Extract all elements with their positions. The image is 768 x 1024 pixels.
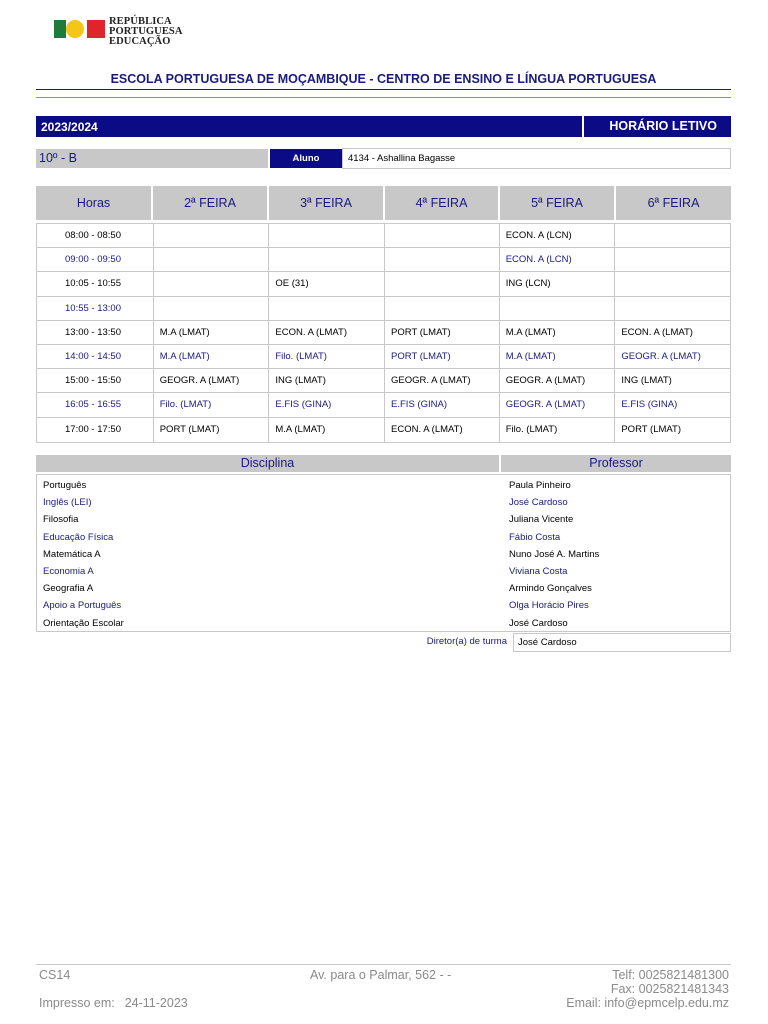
year-bar (36, 116, 731, 137)
list-item (37, 529, 730, 546)
table-cell: GEOGR. A (LMAT) (500, 369, 616, 392)
time-cell: 13:00 - 13:50 (37, 321, 154, 344)
title-rule-secondary (36, 97, 731, 98)
table-cell: ECON. A (LMAT) (621, 326, 693, 338)
table-cell: M.A (LMAT) (500, 321, 616, 344)
school-address: Av. para o Palmar, 562 - - (310, 968, 452, 982)
table-cell: PORT (LMAT) (385, 345, 500, 368)
teacher-name: Paula Pinheiro (509, 480, 571, 491)
time-cell: 17:00 - 17:50 (37, 418, 154, 442)
list-item (37, 494, 730, 511)
student-value: 4134 - Ashallina Bagasse (342, 148, 731, 169)
school-title: ESCOLA PORTUGUESA DE MOÇAMBIQUE - CENTRO DE ENSINO E LÍNGUA PORTUGUESA (110, 72, 657, 86)
time-cell: 08:00 - 08:50 (37, 224, 154, 247)
table-cell: ECON. A (LCN) (500, 224, 616, 247)
table-cell (615, 272, 730, 295)
teacher-name: José Cardoso (509, 617, 568, 629)
subject-name: Filosofia (43, 514, 79, 526)
schedule-header (36, 186, 731, 220)
table-cell: OE (31) (269, 272, 385, 295)
director-label: Diretor(a) de turma (426, 636, 507, 647)
table-cell (269, 248, 385, 271)
table-cell: Filo. (LMAT) (500, 418, 616, 442)
table-cell: Filo. (LMAT) (269, 345, 385, 368)
header-tuesday: 3ª FEIRA (269, 186, 385, 220)
flag-yellow-circle (66, 20, 84, 38)
year-bar-separator (582, 116, 584, 137)
schedule-title: HORÁRIO LETIVO (609, 119, 717, 133)
list-item (37, 615, 730, 632)
student-label: Aluno (270, 149, 342, 168)
table-cell: GEOGR. A (LMAT) (500, 393, 616, 416)
table-row (37, 393, 730, 417)
subject-name: Economia A (43, 565, 94, 577)
table-cell: M.A (LMAT) (500, 345, 616, 368)
subject-name: Orientação Escolar (43, 617, 124, 629)
teacher-name: Armindo Gonçalves (509, 583, 592, 595)
footer-rule (36, 964, 731, 965)
printed-date: 24-11-2023 (124, 996, 188, 1010)
disciplines-header (36, 455, 731, 472)
table-cell: E.FIS (GINA) (269, 393, 385, 416)
email[interactable]: Email: info@epmcelp.edu.mz (566, 996, 729, 1010)
subject-name: Português (43, 480, 87, 491)
table-cell (154, 297, 270, 320)
header-friday: 6ª FEIRA (616, 186, 731, 220)
table-cell (385, 272, 500, 295)
logo-text (109, 17, 183, 47)
time-cell: 10:55 - 13:00 (37, 297, 154, 320)
table-cell: GEOGR. A (LMAT) (154, 369, 270, 392)
teacher-name: Viviana Costa (509, 565, 568, 577)
list-item (37, 477, 730, 494)
list-item (37, 563, 730, 580)
table-cell: M.A (LMAT) (269, 418, 385, 442)
header-monday: 2ª FEIRA (153, 186, 269, 220)
republica-portuguesa-logo (54, 17, 194, 53)
table-cell (385, 248, 500, 271)
logo-line-1: REPÚBLICA (109, 16, 172, 27)
flag-red-square (87, 20, 105, 38)
fax: Fax: 0025821481343 (610, 982, 729, 996)
school-year: 2023/2024 (41, 120, 98, 134)
table-cell (154, 248, 270, 271)
table-row (37, 345, 730, 369)
table-cell: M.A (LMAT) (154, 345, 270, 368)
header-wednesday: 4ª FEIRA (385, 186, 500, 220)
class-name: 10º - B (39, 151, 77, 165)
table-cell: PORT (LMAT) (385, 321, 500, 344)
header-subject: Disciplina (36, 455, 501, 472)
telephone: Telf: 0025821481300 (612, 968, 729, 982)
header-teacher: Professor (501, 455, 731, 472)
table-cell (269, 224, 385, 247)
time-cell: 15:00 - 15:50 (37, 369, 154, 392)
table-cell: ECON. A (LMAT) (269, 321, 385, 344)
printed-on (39, 996, 188, 1010)
table-cell: GEOGR. A (LMAT) (385, 369, 500, 392)
logo-line-3: EDUCAÇÃO (109, 36, 171, 47)
subject-name: Inglês (LEI) (43, 497, 92, 509)
table-cell: PORT (LMAT) (621, 423, 681, 435)
teacher-name: Juliana Vicente (509, 514, 574, 526)
teacher-name: José Cardoso (509, 497, 568, 509)
table-cell (500, 297, 616, 320)
table-cell: ING (LMAT) (621, 375, 672, 387)
document-code: CS14 (39, 968, 71, 982)
flag-green-stripe (54, 20, 66, 38)
list-item (37, 546, 730, 563)
table-cell (269, 297, 385, 320)
subject-name: Matemática A (43, 548, 101, 560)
printed-label: Impresso em: (39, 996, 115, 1010)
table-cell: GEOGR. A (LMAT) (621, 350, 701, 362)
header-hours: Horas (36, 186, 153, 220)
list-item (37, 580, 730, 597)
table-row (37, 321, 730, 345)
header-thursday: 5ª FEIRA (500, 186, 616, 220)
table-cell: ECON. A (LCN) (500, 248, 616, 271)
teacher-name: Nuno José A. Martins (509, 548, 600, 560)
table-cell: E.FIS (GINA) (385, 393, 500, 416)
table-row (37, 297, 730, 321)
teacher-name: Fábio Costa (509, 531, 561, 543)
time-cell: 14:00 - 14:50 (37, 345, 154, 368)
table-cell (154, 224, 270, 247)
table-cell (615, 297, 730, 320)
disciplines-table (36, 474, 731, 632)
table-row (37, 272, 730, 296)
class-box (36, 149, 268, 168)
table-cell (615, 224, 730, 247)
table-row (37, 418, 730, 442)
table-cell (154, 272, 270, 295)
table-cell: E.FIS (GINA) (621, 399, 678, 411)
subject-name: Geografia A (43, 583, 94, 595)
subject-name: Educação Física (43, 531, 114, 543)
teacher-name: Olga Horácio Pires (509, 600, 589, 612)
table-cell: PORT (LMAT) (154, 418, 270, 442)
director-value: José Cardoso (513, 633, 731, 652)
table-row (37, 248, 730, 272)
time-cell: 10:05 - 10:55 (37, 272, 154, 295)
time-cell: 09:00 - 09:50 (37, 248, 154, 271)
table-cell (615, 248, 730, 271)
title-rule (36, 89, 731, 90)
list-item (37, 597, 730, 614)
logo-line-2: PORTUGUESA (109, 26, 183, 37)
table-cell: ECON. A (LMAT) (385, 418, 500, 442)
table-cell: ING (LMAT) (269, 369, 385, 392)
time-cell: 16:05 - 16:55 (37, 393, 154, 416)
table-row (37, 224, 730, 248)
table-cell: ING (LCN) (500, 272, 616, 295)
schedule-table (36, 223, 731, 443)
table-cell: M.A (LMAT) (154, 321, 270, 344)
table-cell (385, 297, 500, 320)
table-cell (385, 224, 500, 247)
subject-name: Apoio a Português (43, 600, 122, 612)
list-item (37, 511, 730, 528)
table-cell: Filo. (LMAT) (154, 393, 270, 416)
table-row (37, 369, 730, 393)
